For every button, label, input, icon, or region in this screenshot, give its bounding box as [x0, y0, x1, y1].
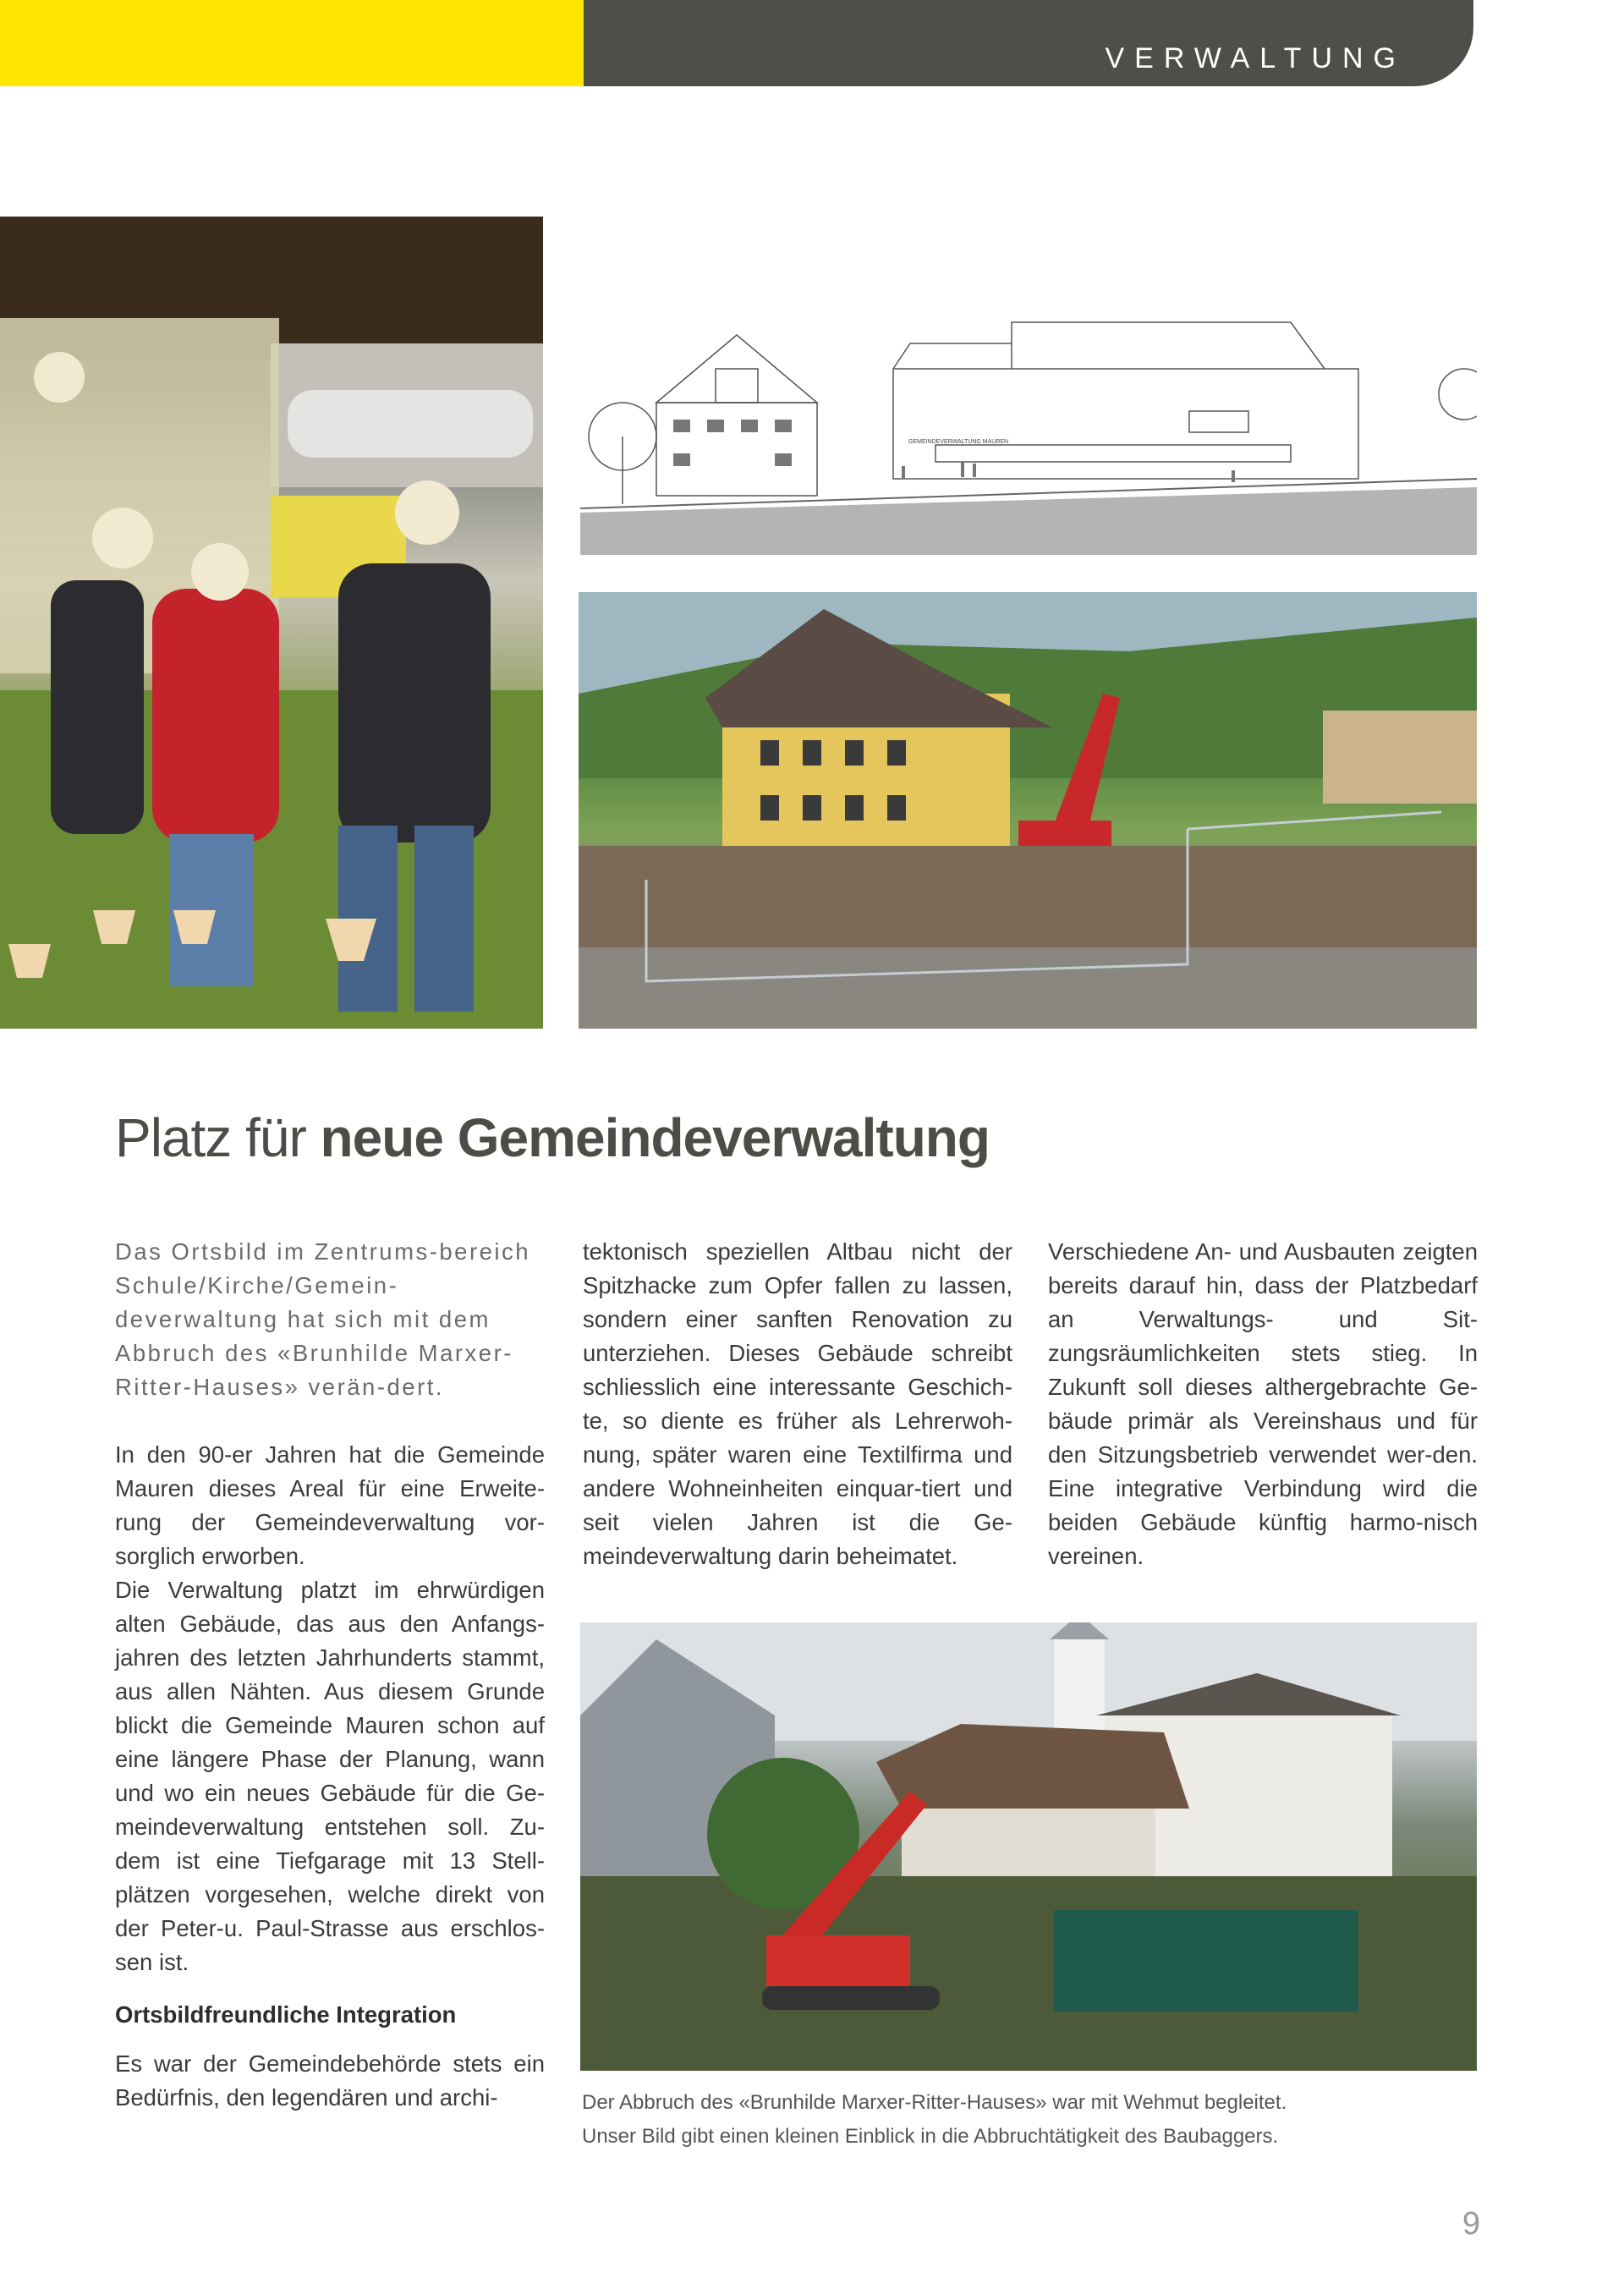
page-number: 9: [1462, 2206, 1480, 2242]
article-paragraph-1: In den 90-er Jahren hat die Gemeinde Mauren dieses Areal für eine Erweite-rung der Gemeindeverwaltung vor-sorglich erworben.: [115, 1441, 545, 1569]
article-paragraph-2: Die Verwaltung platzt im ehrwürdigen alten Gebäude, das aus den Anfangs-jahren des letzten Jahrhunderts stammt, aus allen Nähten. Aus diesem Grunde blickt die Gemeinde Mauren schon auf eine längere Phase der Planung, wann und wo ein neues Gebäude für die Ge-meindeverwaltung entstehen soll. Zu-dem ist eine Tiefgarage mit 13 Stell-plätzen vorgesehen, welche direkt von der Peter-u. Paul-Strasse aus erschlos-sen ist.: [115, 1577, 545, 1975]
article-column-1: [115, 1235, 545, 2115]
article-lead: Das Ortsbild im Zentrums-bereich Schule/Kirche/Gemein-deverwaltung hat sich mit dem Abbruch des «Brunhilde Marxer-Ritter-Hauses» verän-dert.: [115, 1238, 531, 1400]
article-subheading: Ortsbildfreundliche Integration: [115, 2001, 457, 2028]
demolition-photo-illustration: [580, 1622, 1477, 2071]
article-paragraph-5: Verschiedene An- und Ausbauten zeigten bereits darauf hin, dass der Platzbedarf an Verwaltungs- und Sit-zungsräumlichkeiten stets stieg. In Zukunft soll dieses althergebrachte Ge-bäude primär als Vereinshaus und für den Sitzungsbetrieb verwendet wer-den. Eine integrative Verbindung wird die beiden Gebäude künftig harmo-nisch vereinen.: [1048, 1238, 1478, 1569]
section-label: VERWALTUNG: [1105, 42, 1406, 74]
caption-line-1: Der Abbruch des «Brunhilde Marxer-Ritter-Hauses» war mit Wehmut begleitet.: [582, 2091, 1287, 2114]
architectural-elevation-drawing: [580, 318, 1477, 555]
groundbreaking-photo-illustration: [0, 217, 543, 1029]
article-paragraph-3: Es war der Gemeindebehörde stets ein Bedürfnis, den legendären und archi-: [115, 2050, 545, 2111]
article-column-3: [1048, 1235, 1478, 1573]
construction-site-photo: [579, 592, 1477, 1029]
caption-line-2: Unser Bild gibt einen kleinen Einblick in die Abbruchtätigkeit des Baubaggers.: [582, 2125, 1279, 2148]
title-bold-part: neue Gemeindeverwaltung: [320, 1107, 990, 1168]
title-light-part: Platz für: [115, 1107, 321, 1168]
demolition-photo: [580, 1622, 1477, 2071]
header-yellow-band: [0, 0, 584, 86]
article-paragraph-4: tektonisch speziellen Altbau nicht der Spitzhacke zum Opfer fallen zu lassen, sondern einer sanften Renovation zu unterziehen. Dieses Gebäude schreibt schliesslich eine interessante Geschich-te, so diente es früher als Lehrerwoh-nung, später waren eine Textilfirma und andere Wohneinheiten einquar-tiert und seit vielen Jahren ist die Ge-meindeverwaltung darin beheimatet.: [583, 1238, 1012, 1569]
site-photo-illustration: [579, 592, 1477, 1029]
article-column-2: [583, 1235, 1012, 1573]
page-title: [115, 1106, 990, 1169]
building-sign-text: GEMEINDEVERWALTUNG MAUREN: [908, 439, 1009, 445]
groundbreaking-photo: [0, 217, 543, 1029]
photo-caption: [582, 2086, 1479, 2154]
elevation-drawing-svg: [580, 318, 1477, 555]
